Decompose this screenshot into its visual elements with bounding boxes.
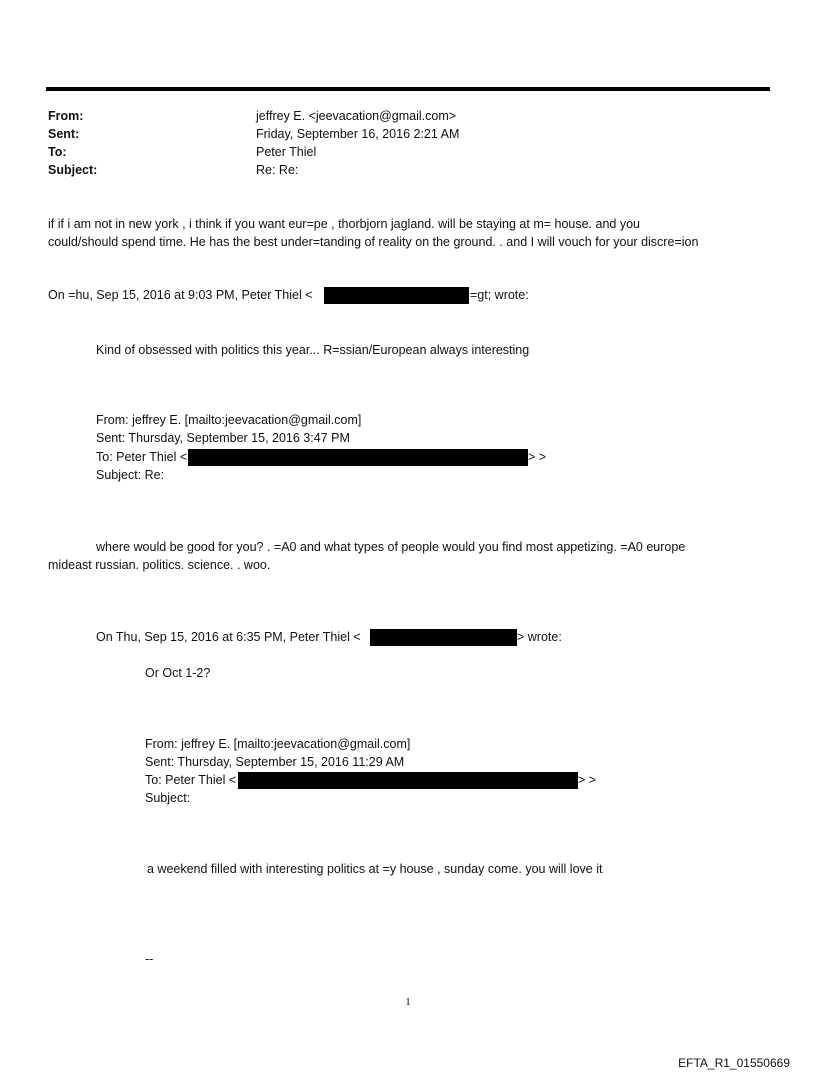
fwd2-to-suffix: > > [578,773,597,787]
quote1-prefix: On =hu, Sep 15, 2016 at 9:03 PM, Peter Thiel < [48,288,313,302]
fwd2-from: From: jeffrey E. [mailto:jeevacation@gmail.com] [145,737,411,751]
fwd1-from: From: jeffrey E. [mailto:jeevacation@gmail.com] [96,413,362,427]
fwd2-sent: Sent: Thursday, September 15, 2016 11:29 AM [145,755,405,769]
redaction-box [370,629,517,646]
quote1-text: Kind of obsessed with politics this year... R=ssian/European always interesting [96,343,530,357]
fwd1-subject: Subject: Re: [96,468,165,482]
fwd1-sent: Sent: Thursday, September 15, 2016 3:47 PM [96,431,350,445]
subject-value: Re: Re: [256,163,299,177]
sent-label: Sent: [48,127,80,141]
redaction-box [324,287,469,304]
fwd1-to-suffix: > > [528,450,547,464]
body-line-1: if if i am not in new york , i think if you want eur=pe , thorbjorn jagland. will be staying at m= house. and you [48,217,640,231]
to-value: Peter Thiel [256,145,317,159]
body-line-2: could/should spend time. He has the best under=tanding of reality on the ground. . and I will vouch for your discre=ion [48,235,699,249]
quote1-suffix: =gt; wrote: [470,288,529,302]
quote2-prefix: On Thu, Sep 15, 2016 at 6:35 PM, Peter Thiel < [96,630,361,644]
fwd1-text-2: mideast russian. politics. science. . woo. [48,558,271,572]
redaction-box [188,449,528,466]
page-number: 1 [405,996,411,1008]
redaction-box [238,772,578,789]
quote2-text: Or Oct 1-2? [145,666,211,680]
document-id: EFTA_R1_01550669 [678,1056,790,1070]
to-label: To: [48,145,67,159]
subject-label: Subject: [48,163,98,177]
sent-value: Friday, September 16, 2016 2:21 AM [256,127,460,141]
from-value: jeffrey E. <jeevacation@gmail.com> [256,109,457,123]
fwd2-subject: Subject: [145,791,191,805]
header-rule [46,87,770,91]
from-label: From: [48,109,84,123]
signature: -- [145,952,154,966]
fwd1-to-prefix: To: Peter Thiel < [96,450,188,464]
fwd2-to-prefix: To: Peter Thiel < [145,773,237,787]
quote2-suffix: > wrote: [517,630,562,644]
fwd1-text-1: where would be good for you? . =A0 and what types of people would you find most appetizing. =A0 europe [96,540,686,554]
fwd2-text: a weekend filled with interesting politics at =y house , sunday come. you will love it [147,862,603,876]
